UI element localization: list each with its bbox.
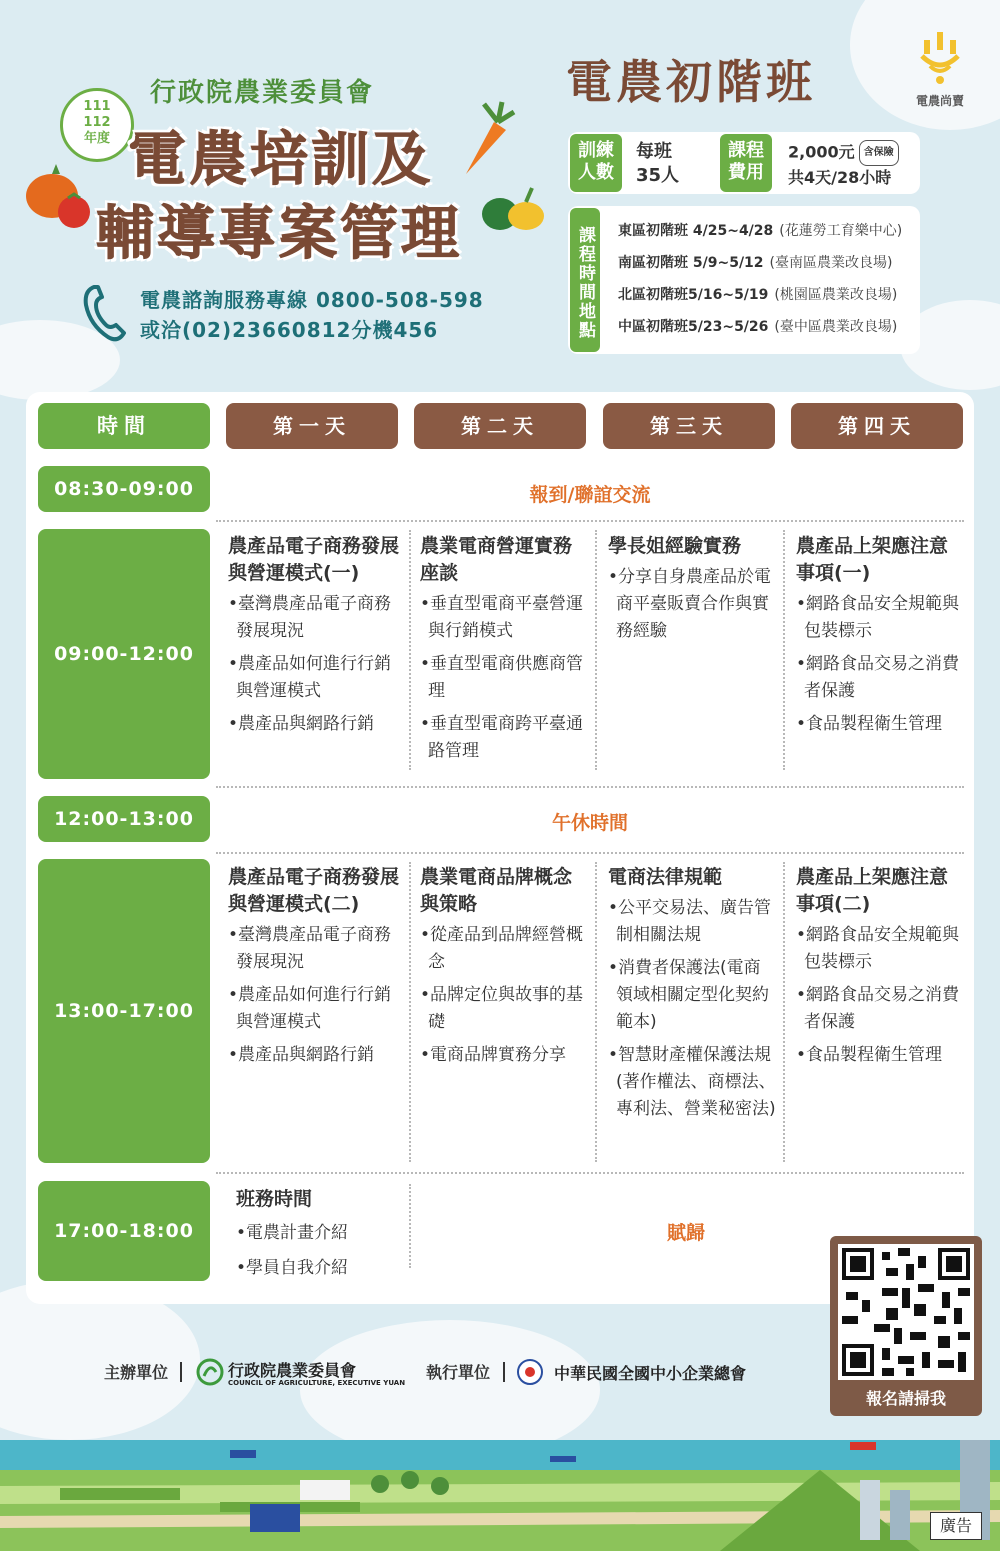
- fee-duration: 共4天/28小時: [788, 168, 892, 187]
- label-line: 課程: [728, 140, 764, 161]
- location-row: [618, 215, 918, 247]
- row-divider: [216, 1172, 964, 1174]
- header-day-3: 第三天: [603, 403, 775, 449]
- session-title: 農產品上架應注意事項(一): [796, 535, 949, 584]
- header-day-1: 第一天: [226, 403, 398, 449]
- location-date: 南區初階班 5/9~5/12: [618, 255, 764, 271]
- location-place: (花蓮勞工育樂中心): [779, 223, 903, 239]
- exec-name: 中華民國全國中小企業總會: [554, 1364, 747, 1383]
- col-divider: [409, 530, 411, 770]
- session-bullet: •網路食品交易之消費者保護: [796, 654, 960, 701]
- session-bullet: •公平交易法、廣告管制相關法規: [608, 898, 772, 945]
- session-bullet: •垂直型電商供應商管理: [420, 654, 584, 701]
- exec-label: 執行單位: [426, 1363, 491, 1382]
- session-bullet: •垂直型電商平臺營運與行銷模式: [420, 594, 584, 641]
- session-bullet: •網路食品交易之消費者保護: [796, 985, 960, 1032]
- registration-qr[interactable]: [830, 1236, 982, 1416]
- time-slot-checkin: 08:30-09:00: [38, 466, 210, 512]
- time-slot-lunch: 12:00-13:00: [38, 796, 210, 842]
- fee-value: [788, 140, 899, 190]
- time-slot-evening: 17:00-18:00: [38, 1181, 210, 1281]
- morning-day1-cell: [228, 533, 404, 744]
- carrot-icon: [446, 100, 516, 180]
- session-bullet: •智慧財產權保護法規(著作權法、商標法、專利法、營業秘密法): [608, 1045, 776, 1119]
- location-date: 北區初階班5/16~5/19: [618, 287, 769, 303]
- insurance-tag: 含保險: [859, 140, 899, 166]
- checkin-text: 報到/聯誼交流: [529, 484, 651, 506]
- year-line: 111: [83, 99, 111, 114]
- session-bullet: •食品製程衛生管理: [796, 714, 943, 734]
- session-bullet: •農產品與網路行銷: [228, 714, 375, 734]
- session-bullet: •品牌定位與故事的基礎: [420, 985, 584, 1032]
- course-title: 電農初階班: [566, 55, 816, 109]
- pepper-icon: [478, 180, 548, 240]
- header-time: 時間: [38, 403, 210, 449]
- location-row: [618, 311, 918, 343]
- session-title: 農業電商營運實務座談: [420, 535, 573, 584]
- coa-logo-icon: [196, 1358, 224, 1386]
- nasme-logo-icon: [516, 1358, 544, 1386]
- fee-amount: 2,000元: [788, 142, 855, 162]
- session-title: 學長姐經驗實務: [608, 535, 742, 557]
- session-bullet: •分享自身農產品於電商平臺販賣合作與實務經驗: [608, 567, 772, 641]
- header-day-4: 第四天: [791, 403, 963, 449]
- time-slot-afternoon: 13:00-17:00: [38, 859, 210, 1163]
- qr-code[interactable]: [838, 1244, 974, 1380]
- session-bullet: •從產品到品牌經營概念: [420, 925, 584, 972]
- session-title: 農產品電子商務發展與營運模式(一): [228, 535, 400, 584]
- session-bullet: •食品製程衛生管理: [796, 1045, 943, 1065]
- session-bullet: •農產品如何進行行銷與營運模式: [228, 654, 392, 701]
- phone-icon: [82, 283, 126, 343]
- sponsor-divider: [180, 1362, 182, 1382]
- brand-logo-text: 電農尚賣: [915, 94, 964, 108]
- qr-code-icon: [838, 1244, 974, 1380]
- session-bullet: •網路食品安全規範與包裝標示: [796, 594, 960, 641]
- location-list: [618, 215, 918, 343]
- lunch-text: 午休時間: [551, 812, 628, 834]
- hotline-secondary: 或洽(02)23660812分機456: [140, 318, 439, 342]
- host-label: 主辦單位: [104, 1363, 169, 1382]
- location-label: 課程時間地點: [570, 208, 600, 352]
- cloud-decoration: [300, 1320, 600, 1460]
- morning-day4-cell: [796, 533, 964, 744]
- session-bullet: •臺灣農產品電子商務發展現況: [228, 594, 392, 641]
- session-title: 班務時間: [236, 1188, 313, 1210]
- year-badge: [60, 88, 134, 162]
- vegetable-illustration: [22, 160, 102, 240]
- label-line: 人數: [578, 162, 614, 183]
- header-day-2: 第二天: [414, 403, 586, 449]
- value-line: 35人: [636, 165, 680, 186]
- label-line: 費用: [728, 162, 764, 183]
- session-bullet: •農產品如何進行行銷與營運模式: [228, 985, 392, 1032]
- year-line: 112: [83, 115, 111, 130]
- location-place: (臺中區農業改良場): [774, 319, 898, 335]
- session-bullet: •農產品與網路行銷: [228, 1045, 375, 1065]
- col-divider: [783, 530, 785, 770]
- dismissal-text: 賦歸: [666, 1222, 705, 1244]
- row-divider: [216, 520, 964, 522]
- afternoon-day3-cell: [608, 864, 776, 1129]
- session-bullet: •網路食品安全規範與包裝標示: [796, 925, 960, 972]
- session-bullet: •消費者保護法(電商領域相關定型化契約範本): [608, 958, 769, 1032]
- main-title-line1: 電農培訓及: [128, 125, 434, 193]
- host-name: 行政院農業委員會: [228, 1361, 357, 1380]
- sponsor-divider: [503, 1362, 505, 1382]
- hotline-primary: 電農諮詢服務專線 0800-508-598: [140, 288, 484, 312]
- location-date: 中區初階班5/23~5/26: [618, 319, 769, 335]
- location-place: (臺南區農業改良場): [769, 255, 893, 271]
- location-row: [618, 279, 918, 311]
- row-divider: [216, 852, 964, 854]
- org-title: 行政院農業委員會: [150, 78, 375, 108]
- value-line: 每班: [636, 141, 672, 162]
- trainees-label: [570, 134, 622, 192]
- morning-day2-cell: [420, 533, 588, 771]
- location-place: (桃園區農業改良場): [774, 287, 898, 303]
- session-title: 農業電商品牌概念與策略: [420, 866, 573, 915]
- landscape-illustration: [0, 1440, 1000, 1551]
- location-date: 東區初階班 4/25~4/28: [618, 223, 774, 239]
- session-title: 農產品上架應注意事項(二): [796, 866, 949, 915]
- afternoon-day1-cell: [228, 864, 404, 1075]
- col-divider: [409, 862, 411, 1162]
- session-bullet: •學員自我介紹: [236, 1258, 349, 1278]
- col-divider: [409, 1184, 411, 1268]
- session-bullet: •垂直型電商跨平臺通路管理: [420, 714, 584, 761]
- fee-label: [720, 134, 772, 192]
- cloud-decoration: [0, 1280, 200, 1440]
- ad-tag: 廣告: [930, 1512, 982, 1540]
- session-title: 農產品電子商務發展與營運模式(二): [228, 866, 400, 915]
- col-divider: [595, 530, 597, 770]
- afternoon-day2-cell: [420, 864, 588, 1075]
- label-line: 訓練: [578, 140, 614, 161]
- afternoon-day4-cell: [796, 864, 964, 1075]
- year-line: 年度: [83, 131, 110, 146]
- session-bullet: •臺灣農產品電子商務發展現況: [228, 925, 392, 972]
- col-divider: [595, 862, 597, 1162]
- row-divider: [216, 786, 964, 788]
- qr-label: 報名請掃我: [865, 1389, 946, 1408]
- evening-cell: [236, 1186, 404, 1291]
- session-title: 電商法律規範: [608, 866, 723, 888]
- location-row: [618, 247, 918, 279]
- brand-logo: [900, 30, 980, 116]
- morning-day3-cell: [608, 533, 776, 651]
- trainees-value: [636, 140, 679, 188]
- session-bullet: •電農計畫介紹: [236, 1223, 349, 1243]
- brand-logo-icon: [912, 30, 968, 88]
- main-title-line2: 輔導專案管理: [96, 199, 463, 267]
- session-bullet: •電商品牌實務分享: [420, 1045, 567, 1065]
- host-name-en: COUNCIL OF AGRICULTURE, EXECUTIVE YUAN: [228, 1379, 406, 1387]
- time-slot-morning: 09:00-12:00: [38, 529, 210, 779]
- col-divider: [783, 862, 785, 1162]
